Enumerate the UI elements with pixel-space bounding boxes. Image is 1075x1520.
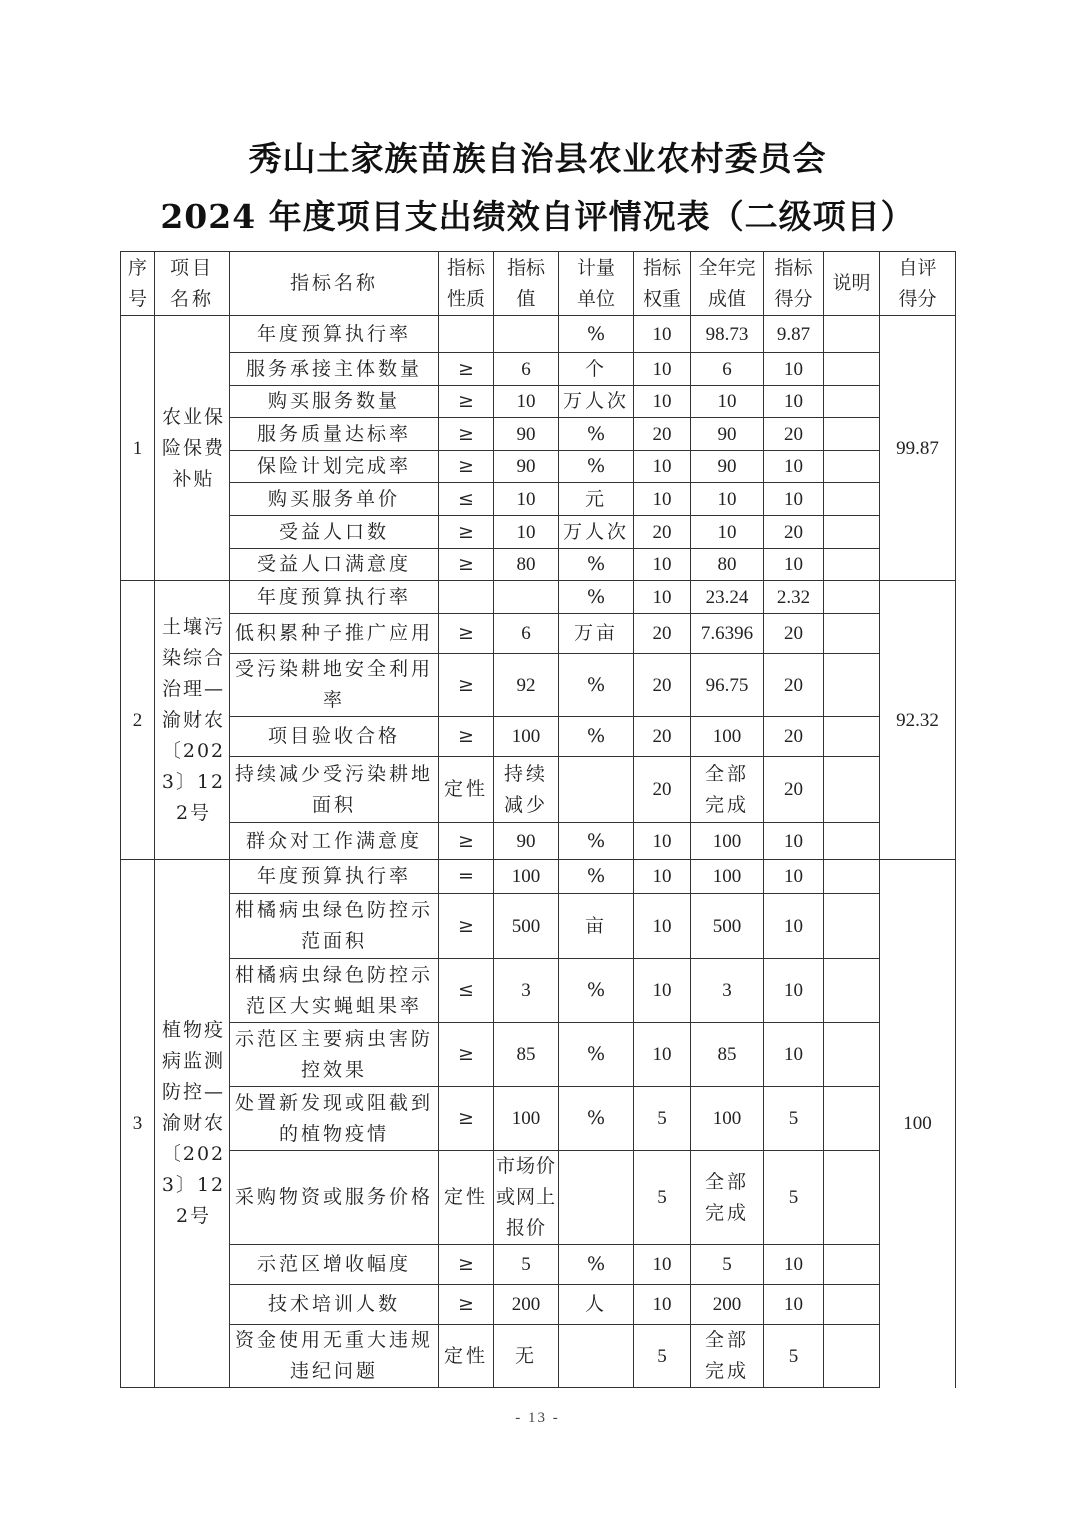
cell-score: 10	[764, 1285, 824, 1325]
cell-weight: 10	[634, 581, 691, 614]
cell-score: 20	[764, 654, 824, 717]
cell-score: 10	[764, 959, 824, 1023]
self-score: 92.32	[880, 581, 956, 860]
cell-nature: ≥	[439, 353, 494, 386]
cell-unit: 亩	[559, 894, 634, 959]
cell-name: 柑橘病虫绿色防控示范面积	[230, 894, 439, 959]
cell-value: 200	[494, 1285, 559, 1325]
table-row	[121, 823, 956, 860]
cell-score: 10	[764, 1023, 824, 1087]
cell-actual: 全部完成	[691, 757, 764, 823]
header-indicator: 指标名称	[230, 252, 439, 316]
cell-value: 市场价或网上报价	[494, 1151, 559, 1245]
cell-actual: 500	[691, 894, 764, 959]
table-row	[121, 654, 956, 717]
cell-score: 20	[764, 717, 824, 757]
cell-name: 低积累种子推广应用	[230, 614, 439, 654]
cell-name: 示范区增收幅度	[230, 1245, 439, 1285]
cell-actual: 全部完成	[691, 1325, 764, 1388]
table-row	[121, 483, 956, 516]
cell-weight: 20	[634, 717, 691, 757]
table-row	[121, 717, 956, 757]
cell-name: 项目验收合格	[230, 717, 439, 757]
cell-score: 10	[764, 353, 824, 386]
cell-value: 90	[494, 451, 559, 483]
cell-note	[824, 418, 880, 451]
table-row	[121, 316, 956, 353]
header-note: 说明	[824, 252, 880, 316]
cell-value: 10	[494, 516, 559, 549]
cell-value: 无	[494, 1325, 559, 1388]
row-seq: 2	[121, 581, 155, 860]
cell-nature: 定性	[439, 1151, 494, 1245]
cell-weight: 10	[634, 1023, 691, 1087]
cell-unit: %	[559, 316, 634, 353]
cell-weight: 10	[634, 894, 691, 959]
cell-value: 5	[494, 1245, 559, 1285]
cell-actual: 100	[691, 860, 764, 894]
cell-note	[824, 353, 880, 386]
cell-actual: 90	[691, 451, 764, 483]
self-score: 100	[880, 860, 956, 1388]
cell-actual: 100	[691, 823, 764, 860]
cell-note	[824, 1285, 880, 1325]
cell-value: 10	[494, 483, 559, 516]
cell-name: 年度预算执行率	[230, 860, 439, 894]
cell-actual: 10	[691, 386, 764, 418]
table-row	[121, 614, 956, 654]
table-row	[121, 353, 956, 386]
cell-note	[824, 894, 880, 959]
cell-unit: %	[559, 654, 634, 717]
cell-name: 年度预算执行率	[230, 316, 439, 353]
cell-value: 3	[494, 959, 559, 1023]
cell-note	[824, 316, 880, 353]
cell-unit	[559, 1151, 634, 1245]
table-row	[121, 1245, 956, 1285]
cell-weight: 10	[634, 353, 691, 386]
cell-actual: 6	[691, 353, 764, 386]
cell-nature: ≥	[439, 549, 494, 581]
cell-nature: ≥	[439, 1087, 494, 1151]
table-row	[121, 860, 956, 894]
cell-name: 购买服务单价	[230, 483, 439, 516]
cell-name: 处置新发现或阻截到的植物疫情	[230, 1087, 439, 1151]
cell-unit: 万人次	[559, 516, 634, 549]
cell-weight: 20	[634, 614, 691, 654]
cell-actual: 85	[691, 1023, 764, 1087]
cell-note	[824, 1087, 880, 1151]
cell-note	[824, 1023, 880, 1087]
cell-value: 80	[494, 549, 559, 581]
cell-nature: ≥	[439, 386, 494, 418]
cell-weight: 10	[634, 386, 691, 418]
cell-weight: 20	[634, 516, 691, 549]
header-score: 指标 得分	[764, 252, 824, 316]
table-row	[121, 894, 956, 959]
cell-nature: ≥	[439, 1285, 494, 1325]
cell-unit: %	[559, 418, 634, 451]
table-row	[121, 1285, 956, 1325]
cell-note	[824, 1325, 880, 1388]
table-row	[121, 451, 956, 483]
cell-name: 持续减少受污染耕地面积	[230, 757, 439, 823]
cell-name: 年度预算执行率	[230, 581, 439, 614]
cell-value: 6	[494, 353, 559, 386]
header-project: 项目 名称	[155, 252, 230, 316]
cell-score: 10	[764, 451, 824, 483]
cell-weight: 10	[634, 860, 691, 894]
cell-note	[824, 386, 880, 418]
cell-unit: %	[559, 1245, 634, 1285]
cell-name: 保险计划完成率	[230, 451, 439, 483]
cell-name: 受益人口数	[230, 516, 439, 549]
cell-name: 服务质量达标率	[230, 418, 439, 451]
header-value: 指标 值	[494, 252, 559, 316]
cell-weight: 20	[634, 757, 691, 823]
project-name: 农业保险保费补贴	[155, 316, 230, 581]
cell-value: 90	[494, 823, 559, 860]
cell-score: 10	[764, 549, 824, 581]
cell-note	[824, 717, 880, 757]
cell-name: 采购物资或服务价格	[230, 1151, 439, 1245]
cell-note	[824, 614, 880, 654]
table-row	[121, 959, 956, 1023]
cell-unit: %	[559, 451, 634, 483]
cell-note	[824, 654, 880, 717]
cell-name: 技术培训人数	[230, 1285, 439, 1325]
cell-score: 5	[764, 1151, 824, 1245]
cell-nature: 定性	[439, 1325, 494, 1388]
cell-note	[824, 483, 880, 516]
cell-score: 20	[764, 757, 824, 823]
cell-score: 9.87	[764, 316, 824, 353]
cell-value: 90	[494, 418, 559, 451]
cell-unit: %	[559, 1023, 634, 1087]
table-row	[121, 581, 956, 614]
cell-name: 服务承接主体数量	[230, 353, 439, 386]
table-row	[121, 1325, 956, 1388]
cell-note	[824, 959, 880, 1023]
row-seq: 1	[121, 316, 155, 581]
cell-value: 100	[494, 717, 559, 757]
cell-unit: %	[559, 717, 634, 757]
cell-actual: 全部完成	[691, 1151, 764, 1245]
header-seq: 序 号	[121, 252, 155, 316]
cell-unit: %	[559, 549, 634, 581]
cell-weight: 20	[634, 654, 691, 717]
cell-weight: 10	[634, 1245, 691, 1285]
table-row	[121, 1087, 956, 1151]
cell-nature	[439, 581, 494, 614]
cell-note	[824, 581, 880, 614]
table-row	[121, 386, 956, 418]
cell-note	[824, 757, 880, 823]
cell-score: 10	[764, 1245, 824, 1285]
cell-score: 5	[764, 1325, 824, 1388]
cell-unit: 人	[559, 1285, 634, 1325]
cell-unit: 个	[559, 353, 634, 386]
cell-nature: ≥	[439, 894, 494, 959]
cell-value	[494, 316, 559, 353]
cell-actual: 7.6396	[691, 614, 764, 654]
cell-name: 受污染耕地安全利用率	[230, 654, 439, 717]
table-row	[121, 418, 956, 451]
cell-actual: 90	[691, 418, 764, 451]
cell-note	[824, 860, 880, 894]
project-name: 植物疫病监测防控—渝财农〔2023〕122号	[155, 860, 230, 1388]
table-row	[121, 549, 956, 581]
cell-note	[824, 549, 880, 581]
cell-actual: 23.24	[691, 581, 764, 614]
cell-note	[824, 1151, 880, 1245]
cell-nature: ≤	[439, 959, 494, 1023]
cell-weight: 10	[634, 959, 691, 1023]
cell-nature: =	[439, 860, 494, 894]
cell-actual: 3	[691, 959, 764, 1023]
cell-value	[494, 581, 559, 614]
header-weight: 指标 权重	[634, 252, 691, 316]
page-number: - 13 -	[515, 1410, 560, 1426]
cell-unit: 元	[559, 483, 634, 516]
cell-name: 资金使用无重大违规违纪问题	[230, 1325, 439, 1388]
cell-weight: 10	[634, 483, 691, 516]
cell-unit: %	[559, 959, 634, 1023]
cell-value: 6	[494, 614, 559, 654]
cell-actual: 200	[691, 1285, 764, 1325]
cell-score: 2.32	[764, 581, 824, 614]
cell-score: 20	[764, 614, 824, 654]
cell-weight: 10	[634, 316, 691, 353]
cell-note	[824, 516, 880, 549]
cell-name: 购买服务数量	[230, 386, 439, 418]
cell-note	[824, 451, 880, 483]
table-row	[121, 757, 956, 823]
cell-weight: 10	[634, 823, 691, 860]
cell-unit: %	[559, 1087, 634, 1151]
cell-score: 10	[764, 894, 824, 959]
cell-score: 10	[764, 483, 824, 516]
cell-score: 10	[764, 823, 824, 860]
cell-nature: ≥	[439, 418, 494, 451]
cell-unit: %	[559, 823, 634, 860]
cell-nature: ≥	[439, 823, 494, 860]
cell-nature: ≥	[439, 516, 494, 549]
cell-note	[824, 823, 880, 860]
cell-nature: ≥	[439, 1245, 494, 1285]
cell-weight: 20	[634, 418, 691, 451]
cell-nature	[439, 316, 494, 353]
cell-weight: 10	[634, 549, 691, 581]
cell-value: 92	[494, 654, 559, 717]
cell-value: 100	[494, 860, 559, 894]
cell-actual: 96.75	[691, 654, 764, 717]
cell-nature: ≥	[439, 717, 494, 757]
cell-score: 20	[764, 516, 824, 549]
cell-unit: %	[559, 860, 634, 894]
header-row	[121, 252, 956, 316]
cell-nature: ≥	[439, 1023, 494, 1087]
cell-nature: ≥	[439, 614, 494, 654]
cell-nature: ≤	[439, 483, 494, 516]
cell-nature: ≥	[439, 451, 494, 483]
cell-actual: 100	[691, 717, 764, 757]
header-actual: 全年完 成值	[691, 252, 764, 316]
table-row	[121, 1023, 956, 1087]
row-seq: 3	[121, 860, 155, 1388]
cell-unit: 万人次	[559, 386, 634, 418]
cell-nature: ≥	[439, 654, 494, 717]
cell-value: 85	[494, 1023, 559, 1087]
table-row	[121, 516, 956, 549]
cell-weight: 5	[634, 1087, 691, 1151]
header-unit: 计量 单位	[559, 252, 634, 316]
cell-nature: 定性	[439, 757, 494, 823]
cell-name: 示范区主要病虫害防控效果	[230, 1023, 439, 1087]
cell-actual: 5	[691, 1245, 764, 1285]
cell-value: 持续减少	[494, 757, 559, 823]
cell-note	[824, 1245, 880, 1285]
project-name: 土壤污染综合治理—渝财农〔2023〕122号	[155, 581, 230, 860]
cell-actual: 80	[691, 549, 764, 581]
performance-table	[120, 251, 956, 1388]
cell-value: 10	[494, 386, 559, 418]
cell-value: 100	[494, 1087, 559, 1151]
cell-value: 500	[494, 894, 559, 959]
cell-unit: %	[559, 581, 634, 614]
cell-weight: 10	[634, 1285, 691, 1325]
cell-actual: 100	[691, 1087, 764, 1151]
cell-weight: 5	[634, 1151, 691, 1245]
cell-actual: 10	[691, 483, 764, 516]
document-title-line1: 秀山土家族苗族自治县农业农村委员会	[248, 139, 827, 178]
table-body	[121, 316, 956, 1388]
header-self-score: 自评 得分	[880, 252, 956, 316]
header-nature: 指标 性质	[439, 252, 494, 316]
cell-unit	[559, 1325, 634, 1388]
cell-unit: 万亩	[559, 614, 634, 654]
cell-name: 群众对工作满意度	[230, 823, 439, 860]
cell-unit	[559, 757, 634, 823]
cell-name: 受益人口满意度	[230, 549, 439, 581]
cell-weight: 5	[634, 1325, 691, 1388]
cell-score: 5	[764, 1087, 824, 1151]
cell-weight: 10	[634, 451, 691, 483]
cell-actual: 10	[691, 516, 764, 549]
cell-score: 20	[764, 418, 824, 451]
cell-name: 柑橘病虫绿色防控示范区大实蝇蛆果率	[230, 959, 439, 1023]
cell-actual: 98.73	[691, 316, 764, 353]
table-row	[121, 1151, 956, 1245]
self-score: 99.87	[880, 316, 956, 581]
cell-score: 10	[764, 860, 824, 894]
cell-score: 10	[764, 386, 824, 418]
document-title-line2: 2024 年度项目支出绩效自评情况表（二级项目）	[160, 197, 915, 236]
